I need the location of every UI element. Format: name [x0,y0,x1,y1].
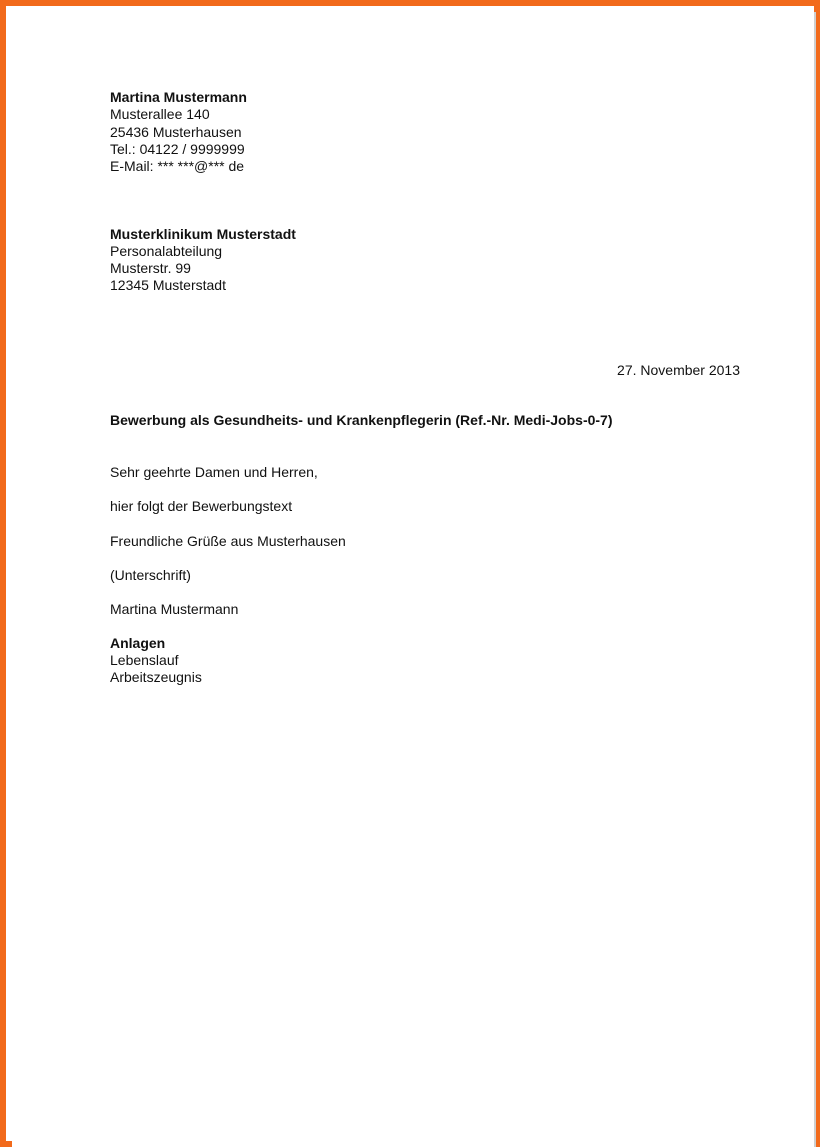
document-page [12,12,816,1147]
letter-date: 27. November 2013 [617,362,740,378]
letter-subject: Bewerbung als Gesundheits- und Krankenpflegerin (Ref.-Nr. Medi-Jobs-0-7) [110,412,613,428]
recipient-name: Musterklinikum Musterstadt [110,226,296,242]
recipient-city: 12345 Musterstadt [110,277,226,293]
attachments-heading: Anlagen [110,635,166,651]
closing: Freundliche Grüße aus Musterhausen [110,533,346,549]
recipient-department: Personalabteilung [110,243,223,259]
sender-phone: Tel.: 04122 / 9999999 [110,141,245,157]
body-text: hier folgt der Bewerbungstext [110,498,293,514]
signer-name: Martina Mustermann [110,601,239,617]
sender-email: E-Mail: *** ***@*** de [110,158,245,174]
signature-placeholder: (Unterschrift) [110,567,191,583]
attachment-item: Lebenslauf [110,652,179,668]
sender-name: Martina Mustermann [110,89,247,105]
recipient-street: Musterstr. 99 [110,260,191,276]
salutation: Sehr geehrte Damen und Herren, [110,464,318,480]
letter [12,12,814,1147]
sender-city: 25436 Musterhausen [110,124,242,140]
sender-street: Musterallee 140 [110,106,210,122]
attachment-item: Arbeitszeugnis [110,669,202,685]
